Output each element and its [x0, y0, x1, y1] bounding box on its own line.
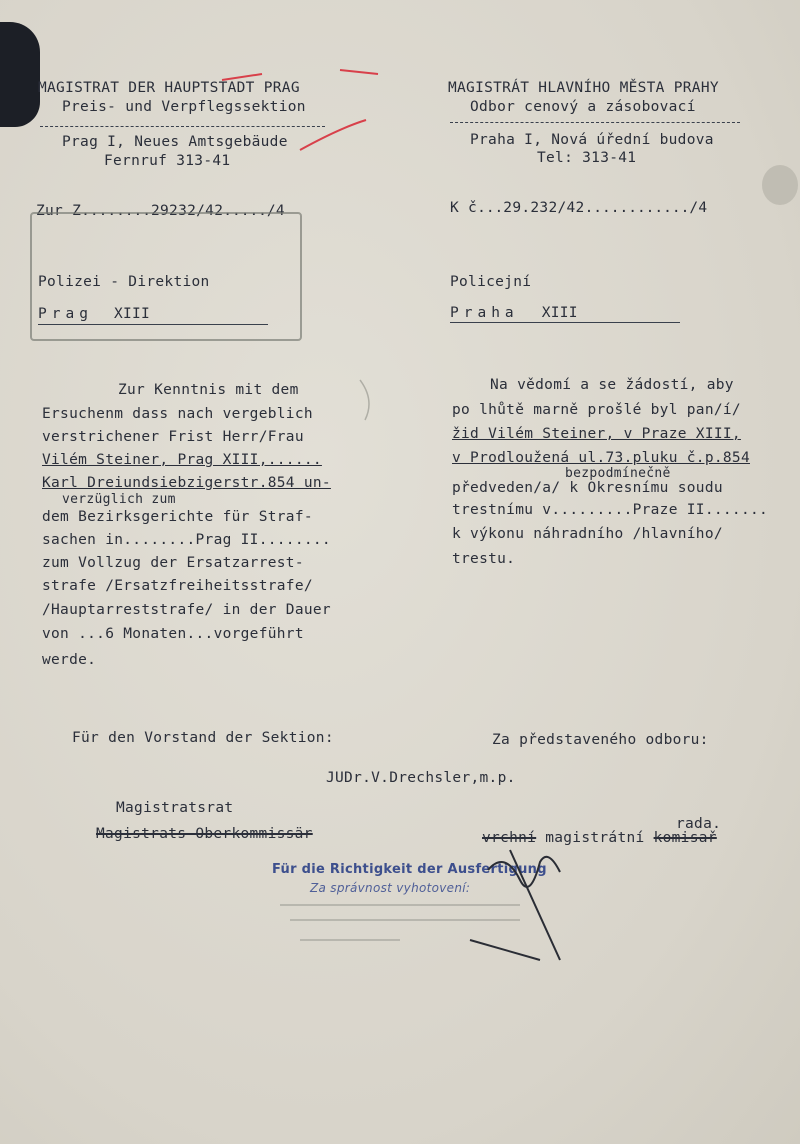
right-addressee-line1: Policejní: [450, 274, 532, 290]
left-body-line-11: /Hauptarreststrafe/ in der Dauer: [42, 602, 331, 618]
left-body-line-8: sachen in........Prag II........: [42, 532, 331, 548]
left-reference: Zur Z........29232/42...../4: [36, 203, 285, 219]
left-header-line2: Preis- und Verpflegssektion: [62, 99, 306, 115]
left-body-line-7: dem Bezirksgerichte für Straf-: [42, 509, 313, 525]
right-addressee-line2: Praha XIII: [450, 305, 578, 321]
signer-name: JUDr.V.Drechsler,m.p.: [326, 770, 516, 786]
certification-stamp-line2: Za správnost vyhotovení:: [310, 881, 471, 895]
right-body-line-8: k výkonu náhradního /hlavního/: [452, 526, 723, 542]
left-body-line-4: Vilém Steiner, Prag XIII,......: [42, 452, 322, 468]
right-body-line-5: bezpodmínečně: [565, 466, 671, 481]
certification-stamp-line1: Für die Richtigkeit der Ausfertigung: [272, 862, 547, 877]
right-body-line-3: žid Vilém Steiner, v Praze XIII,: [452, 426, 741, 442]
right-body-line-2: po lhůtě marně prošlé byl pan/í/: [452, 402, 741, 418]
left-reference-number: 29232/42: [151, 203, 224, 219]
left-body-line-5: Karl Dreiundsiebzigerstr.854 un-: [42, 475, 331, 491]
red-pencil-mark: [222, 70, 378, 150]
left-body-line-10: strafe /Ersatzfreiheitsstrafe/: [42, 578, 313, 594]
right-title: vrchní magistrátní komisař: [482, 830, 717, 846]
right-closing: Za představeného odboru:: [492, 732, 709, 748]
left-addressee-line1: Polizei - Direktion: [38, 274, 210, 290]
left-closing: Für den Vorstand der Sektion:: [72, 730, 334, 746]
right-body-line-7: trestnímu v.........Praze II.......: [452, 502, 769, 518]
left-title-2: Magistrats-Oberkommissär: [96, 826, 313, 842]
left-body-line-12: von ...6 Monaten...vorgeführt: [42, 626, 304, 642]
left-body-line-2: Ersuchenm dass nach vergeblich: [42, 406, 313, 422]
left-body-line-13: werde.: [42, 652, 97, 668]
left-header-line4: Fernruf 313-41: [104, 153, 231, 169]
left-body-line-9: zum Vollzug der Ersatzarrest-: [42, 555, 304, 571]
left-addressee-line2: Prag XIII: [38, 306, 151, 322]
left-title-1: Magistratsrat: [116, 800, 234, 816]
right-title-above: rada.: [676, 816, 722, 832]
right-header-line3: Praha I, Nová úřední budova: [470, 132, 714, 148]
left-header-line3: Prag I, Neues Amtsgebäude: [62, 134, 288, 150]
right-header-line4: Tel: 313-41: [537, 150, 637, 166]
right-header-line2: Odbor cenový a zásobovací: [470, 99, 696, 115]
left-body-line-6: verzüglich zum: [62, 492, 176, 507]
left-header-line1: MAGISTRAT DER HAUPTSTADT PRAG: [38, 80, 300, 96]
right-reference: K č...29.232/42............/4: [450, 200, 708, 216]
left-body-line-1: Zur Kenntnis mit dem: [118, 382, 299, 398]
right-reference-number: 29.232/42: [503, 200, 585, 216]
right-body-line-1: Na vědomí a se žádostí, aby: [490, 377, 734, 393]
right-header-line1: MAGISTRÁT HLAVNÍHO MĚSTA PRAHY: [448, 80, 719, 96]
right-body-line-6: předveden/a/ k Okresnímu soudu: [452, 480, 723, 496]
faint-stamp-marks: [280, 165, 798, 940]
left-body-line-3: verstrichener Frist Herr/Frau: [42, 429, 304, 445]
right-body-line-9: trestu.: [452, 551, 516, 567]
right-body-line-4: v Prodloužená ul.73.pluku č.p.854: [452, 450, 750, 466]
